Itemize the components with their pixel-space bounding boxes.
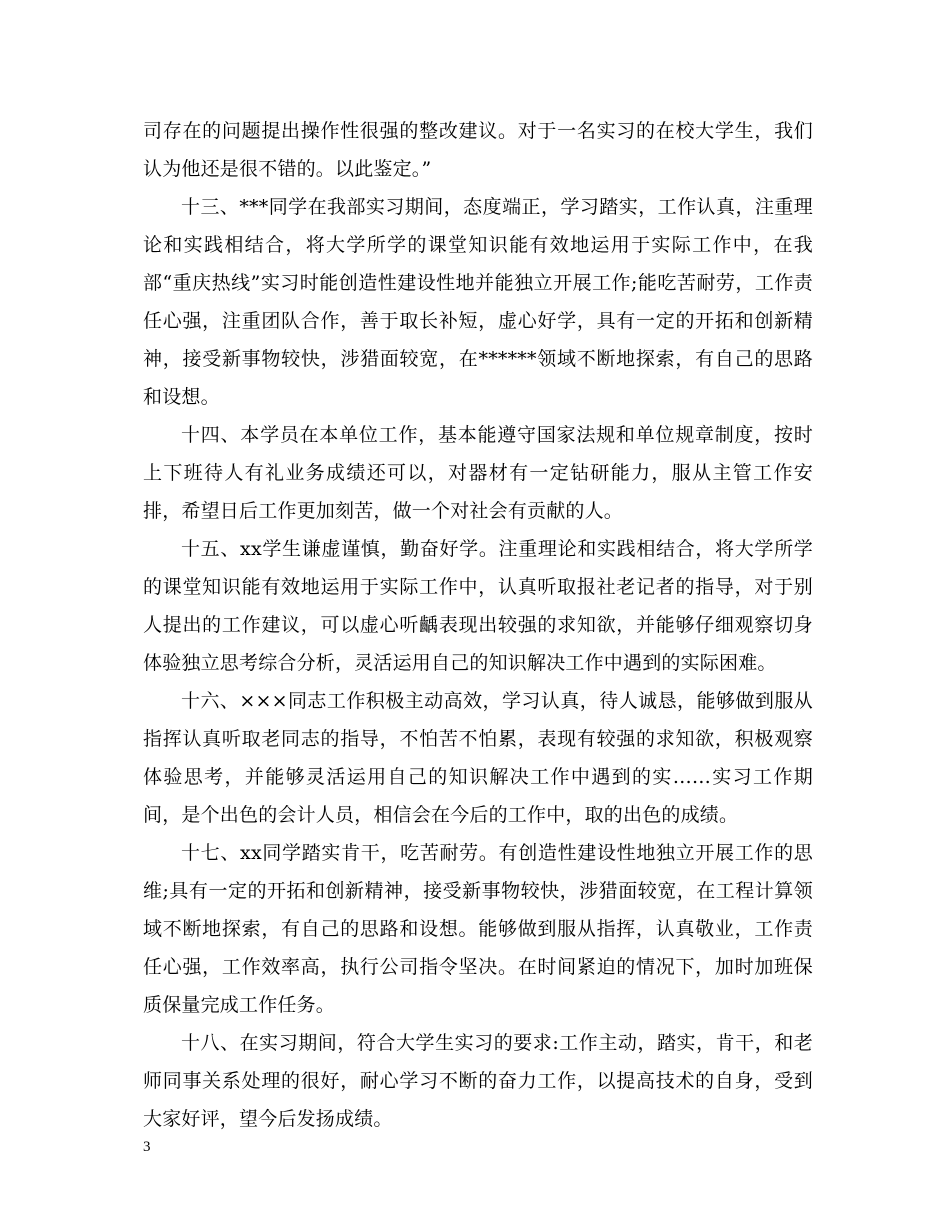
paragraph-continuation: 司存在的问题提出操作性很强的整改建议。对于一名实习的在校大学生，我们认为他还是很不错的。以此鉴定。” — [143, 120, 813, 180]
paragraph-17: 十七、xx同学踏实肯干，吃苦耐劳。有创造性建设性地独立开展工作的思维;具有一定的开拓和创新精神，接受新事物较快，涉猎面较宽，在工程计算领域不断地探索，有自己的思路和设想。能够做到服从指挥，认真敬业，工作责任心强，工作效率高，执行公司指令坚决。在时间紧迫的情况下，加时加班保质保量完成工作任务。 — [143, 842, 813, 1016]
paragraph-14: 十四、本学员在本单位工作，基本能遵守国家法规和单位规章制度，按时上下班待人有礼业务成绩还可以，对器材有一定钻研能力，服从主管工作安排，希望日后工作更加刻苦，做一个对社会有贡献的人。 — [143, 424, 813, 522]
page-number: 3 — [143, 1139, 151, 1155]
paragraph-18: 十八、在实习期间，符合大学生实习的要求:工作主动，踏实，肯干，和老师同事关系处理的很好，耐心学习不断的奋力工作，以提高技术的自身，受到大家好评，望今后发扬成绩。 — [143, 1032, 813, 1130]
paragraph-13: 十三、***同学在我部实习期间，态度端正，学习踏实，工作认真，注重理论和实践相结合，将大学所学的课堂知识能有效地运用于实际工作中，在我部“重庆热线”实习时能创造性建设性地并能独立开展工作;能吃苦耐劳，工作责任心强，注重团队合作，善于取长补短，虚心好学，具有一定的开拓和创新精神，接受新事物较快，涉猎面较宽，在******领域不断地探索，有自己的思路和设想。 — [143, 196, 813, 408]
paragraph-16: 十六、×××同志工作积极主动高效，学习认真，待人诚恳，能够做到服从指挥认真听取老同志的指导，不怕苦不怕累，表现有较强的求知欲，积极观察体验思考，并能够灵活运用自己的知识解决工作中遇到的实……实习工作期间，是个出色的会计人员，相信会在今后的工作中，取的出色的成绩。 — [143, 690, 813, 826]
document-body — [143, 112, 813, 1138]
paragraph-15: 十五、xx学生谦虚谨慎，勤奋好学。注重理论和实践相结合，将大学所学的课堂知识能有效地运用于实际工作中，认真听取报社老记者的指导，对于别人提出的工作建议，可以虚心听齲表现出较强的求知欲，并能够仔细观察切身体验独立思考综合分析，灵活运用自己的知识解决工作中遇到的实际困难。 — [143, 538, 813, 674]
